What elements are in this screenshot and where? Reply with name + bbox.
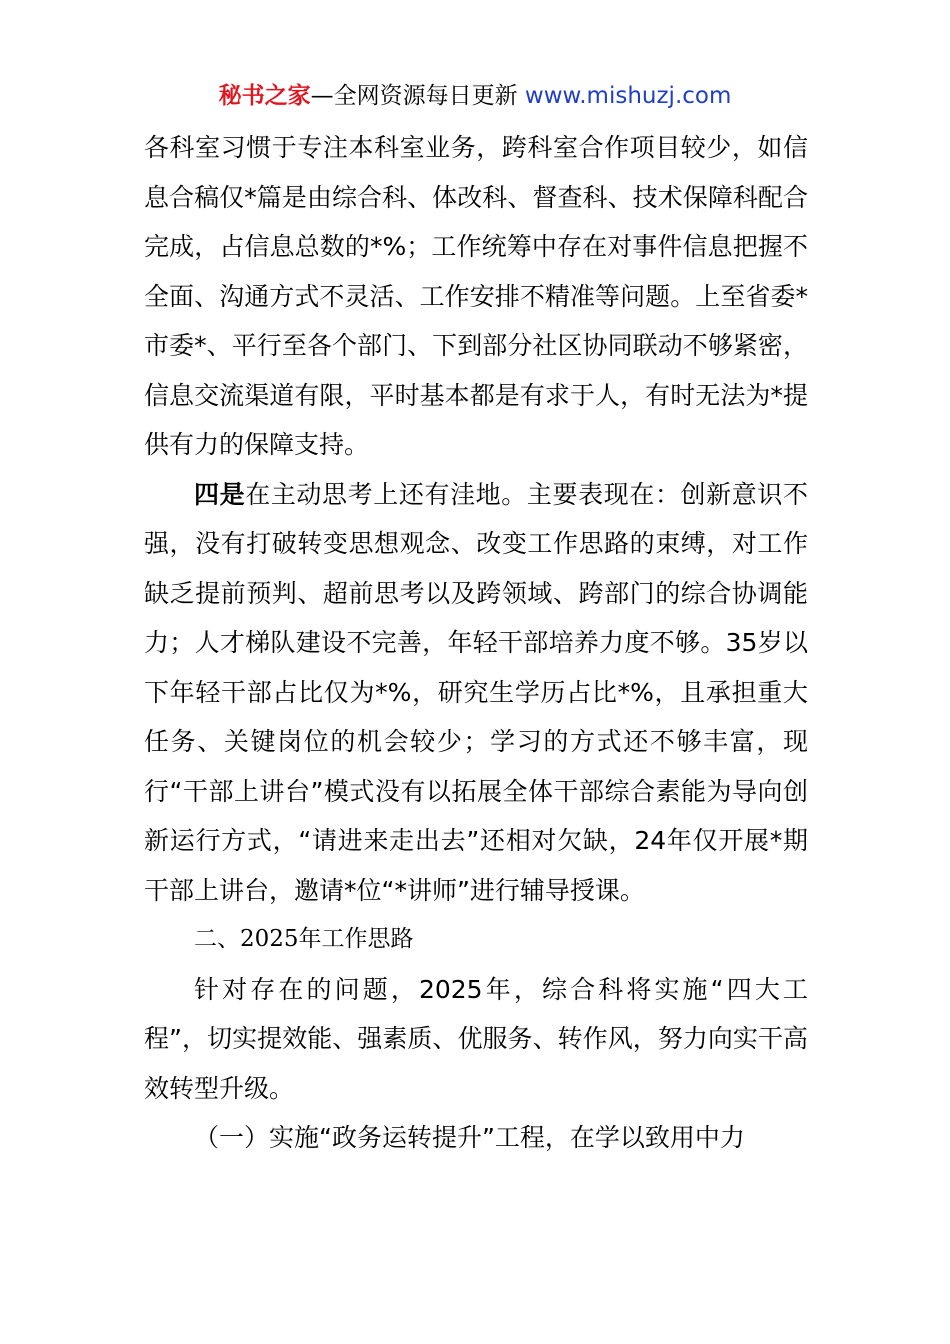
paragraph-intro: 针对存在的问题，2025年，综合科将实施“四大工程”，切实提效能、强素质、优服务、转作风，努力向实干高效转型升级。 (144, 974, 808, 1103)
paragraph-lead: 四是 (194, 479, 246, 509)
header-separator: — (310, 83, 334, 109)
paragraph-subsection: （一）实施“政务运转提升”工程，在学以致用中力 (194, 1123, 745, 1152)
site-url-link[interactable]: www.mishuzj.com (524, 83, 732, 109)
header-slogan: 全网资源每日更新 (333, 83, 518, 109)
paragraph-point-four (144, 470, 808, 916)
paragraph-body: 在主动思考上还有洼地。主要表现在：创新意识不强，没有打破转变思想观念、改变工作思路的束缚，对工作缺乏提前预判、超前思考以及跨领域、跨部门的综合协调能力；人才梯队建设不完善，年轻干部培养力度不够。35岁以下年轻干部占比仅为*%，研究生学历占比*%，且承担重大任务、关键岗位的机会较少；学习的方式还不够丰富，现行“干部上讲台”模式没有以拓展全体干部综合素能为导向创新运行方式，“请进来走出去”还相对欠缺，24年仅开展*期干部上讲台，邀请*位“*讲师”进行辅导授课。 (144, 479, 808, 905)
paragraph-continued: 各科室习惯于专注本科室业务，跨科室合作项目较少，如信息合稿仅*篇是由综合科、体改科、督查科、技术保障科配合完成，占信息总数的*%；工作统筹中存在对事件信息把握不全面、沟通方式不灵活、工作安排不精准等问题。上至省委*市委*、平行至各个部门、下到部分社区协同联动不够紧密，信息交流渠道有限，平时基本都是有求于人，有时无法为*提供有力的保障支持。 (144, 133, 808, 459)
document-body (144, 123, 808, 1163)
site-header (0, 80, 950, 112)
brand-name: 秘书之家 (218, 83, 311, 109)
section-heading: 二、2025年工作思路 (194, 926, 414, 952)
